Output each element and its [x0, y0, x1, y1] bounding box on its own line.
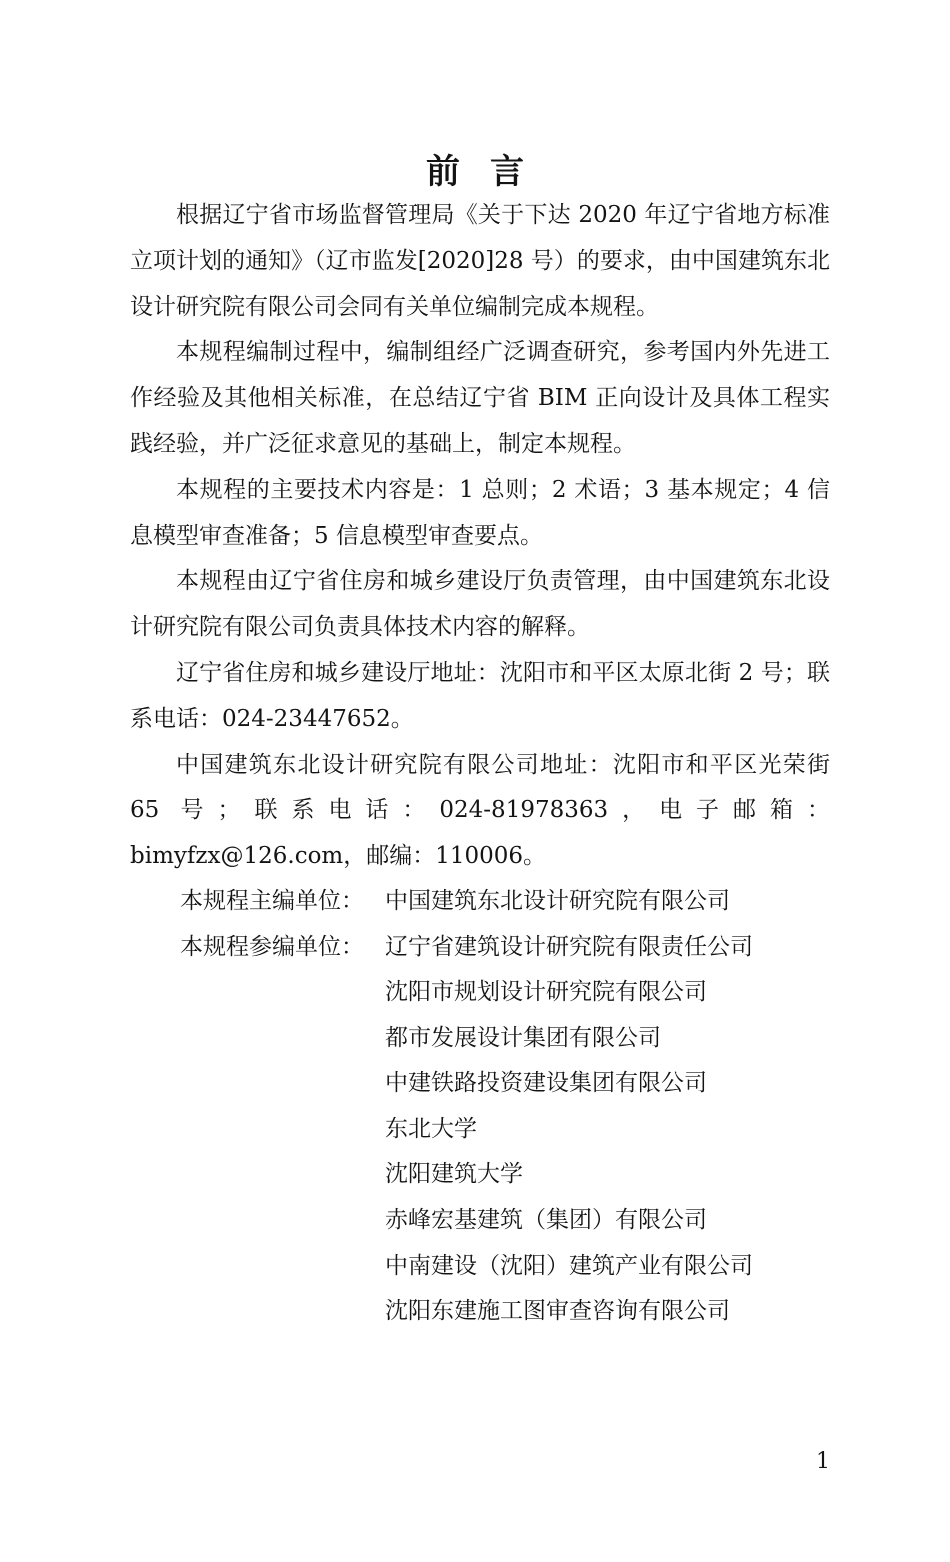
page-number: 1 — [816, 1449, 830, 1474]
paragraph-contents: 本规程的主要技术内容是：1 总则；2 术语；3 基本规定；4 信息模型审查准备；5 信息模型审查要点。 — [130, 476, 830, 549]
chief-editor-row — [180, 878, 840, 924]
participating-unit: 东北大学 — [385, 1115, 477, 1142]
participating-unit: 辽宁省建筑设计研究院有限责任公司 — [385, 934, 753, 960]
paragraph-basis: 根据辽宁省市场监督管理局《关于下达 2020 年辽宁省地方标准立项计划的通知》（辽市监发[2020]28 号）的要求，由中国建筑东北设计研究院有限公司会同有关单位编制完成本规程。 — [130, 202, 830, 320]
paragraph-department-address: 辽宁省住房和城乡建设厅地址：沈阳市和平区太原北街 2 号；联系电话：024-23447652。 — [130, 659, 830, 732]
page-title: 前言 — [426, 152, 554, 192]
participating-unit: 中建铁路投资建设集团有限公司 — [385, 1070, 707, 1097]
participating-unit: 中南建设（沈阳）建筑产业有限公司 — [385, 1252, 753, 1279]
paragraph-management: 本规程由辽宁省住房和城乡建设厅负责管理，由中国建筑东北设计研究院有限公司负责具体技术内容的解释。 — [130, 568, 830, 641]
participating-unit-list — [385, 970, 753, 1335]
paragraph-institute-address: 中国建筑东北设计研究院有限公司地址：沈阳市和平区光荣街 65 号；联系电话：024-81978363，电子邮箱：bimyfzx@126.com，邮编：110006。 — [130, 751, 830, 870]
participating-unit: 沈阳市规划设计研究院有限公司 — [385, 979, 707, 1005]
participating-label: 本规程参编单位： — [180, 934, 364, 960]
participating-unit: 赤峰宏基建筑（集团）有限公司 — [385, 1206, 707, 1233]
units-section — [180, 878, 840, 970]
paragraph-process: 本规程编制过程中，编制组经广泛调查研究，参考国内外先进工作经验及其他相关标准，在总结辽宁省 BIM 正向设计及具体工程实践经验，并广泛征求意见的基础上，制定本规程。 — [130, 339, 830, 457]
chief-editor-label: 本规程主编单位： — [180, 888, 364, 914]
preface-body — [130, 193, 830, 880]
participating-unit: 都市发展设计集团有限公司 — [385, 1024, 661, 1051]
chief-editor-name: 中国建筑东北设计研究院有限公司 — [385, 888, 730, 914]
participating-unit: 沈阳东建施工图审查咨询有限公司 — [385, 1298, 730, 1325]
participating-row — [180, 924, 840, 970]
participating-unit: 沈阳建筑大学 — [385, 1161, 523, 1188]
